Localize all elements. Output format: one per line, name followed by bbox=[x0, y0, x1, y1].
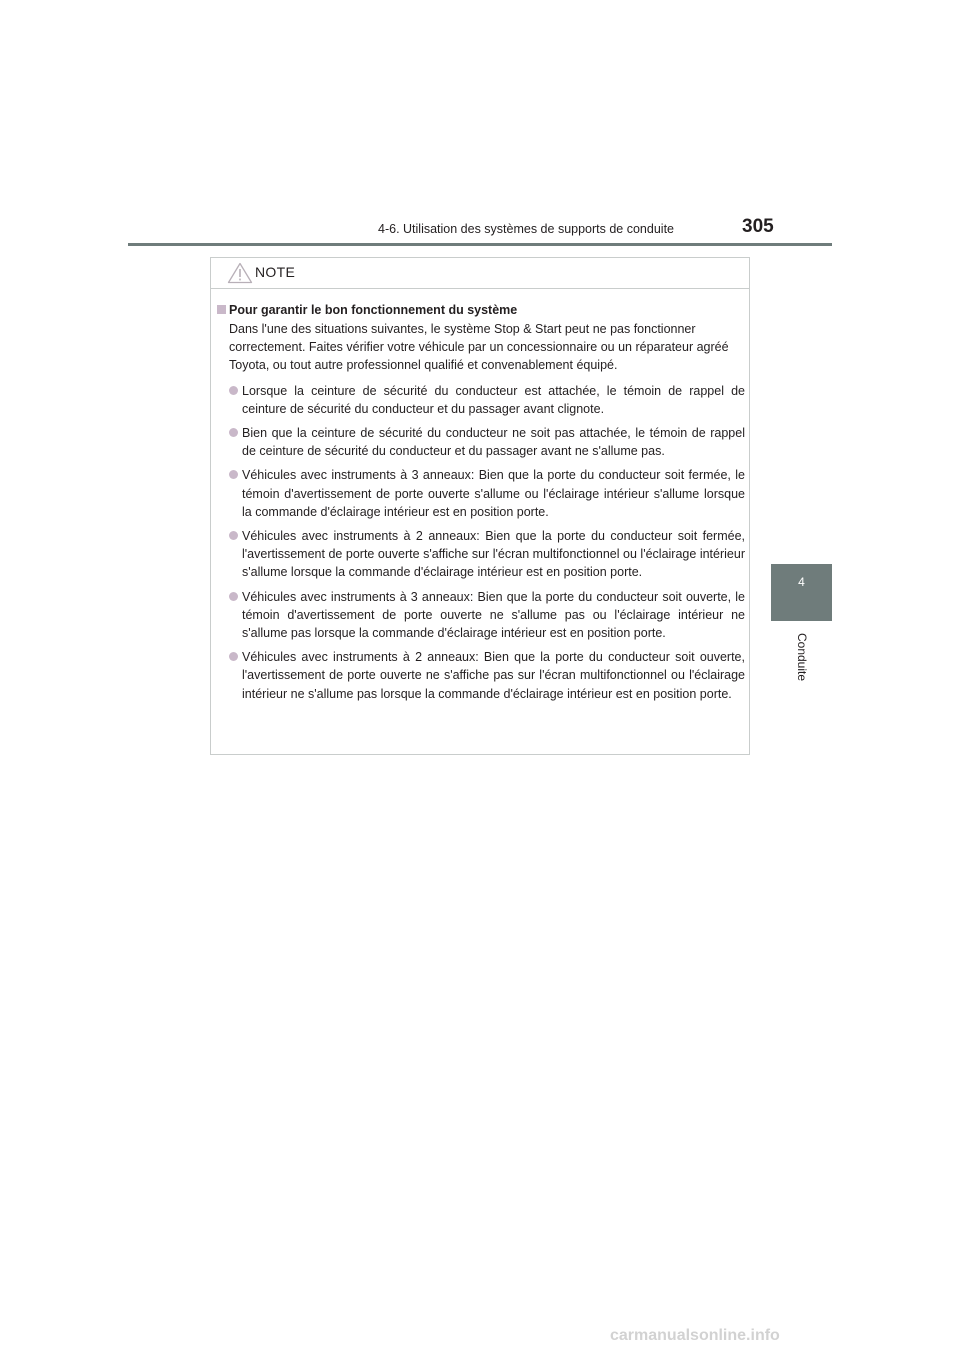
list-item bbox=[217, 466, 745, 521]
page-number: 305 bbox=[742, 216, 774, 237]
square-bullet-icon bbox=[217, 305, 226, 314]
list-item bbox=[217, 588, 745, 643]
warning-triangle-icon bbox=[227, 262, 253, 284]
intro-paragraph: Dans l'une des situations suivantes, le système Stop & Start peut ne pas fonctionner correctement. Faites vérifier votre véhicule par un concessionnaire ou un réparateur agréé Toyota, ou tout autre professionnel qualifié et convenablement équipé. bbox=[229, 322, 729, 373]
note-box bbox=[210, 257, 750, 755]
list-item-text: Véhicules avec instruments à 3 anneaux: Bien que la porte du conducteur soit fermée, le témoin d'avertissement de porte ouverte s'allume ou l'éclairage intérieur s'allume lorsque la commande d'éclairage intérieur est en position porte. bbox=[242, 468, 745, 519]
chapter-number: 4 bbox=[798, 575, 805, 589]
section-title: 4-6. Utilisation des systèmes de supports de conduite bbox=[378, 222, 674, 236]
list-item bbox=[217, 527, 745, 582]
circle-bullet-icon bbox=[229, 652, 238, 661]
circle-bullet-icon bbox=[229, 386, 238, 395]
chapter-tab bbox=[771, 564, 832, 621]
chapter-label-text: Conduite bbox=[794, 632, 809, 682]
list-item bbox=[217, 424, 745, 460]
watermark: carmanualsonline.info bbox=[610, 1327, 780, 1344]
circle-bullet-icon bbox=[229, 470, 238, 479]
section-heading bbox=[217, 301, 745, 319]
note-body bbox=[217, 301, 745, 709]
note-header bbox=[211, 258, 749, 289]
circle-bullet-icon bbox=[229, 531, 238, 540]
circle-bullet-icon bbox=[229, 428, 238, 437]
list-item-text: Véhicules avec instruments à 3 anneaux: Bien que la porte du conducteur soit ouverte, le témoin d'avertissement de porte ouverte ne s'allume pas ou l'éclairage intérieur ne s'allume pas lorsque la commande d'éclairage intérieur est en position porte. bbox=[242, 589, 745, 641]
chapter-label bbox=[777, 632, 827, 682]
list-item-text: Bien que la ceinture de sécurité du conducteur ne soit pas attachée, le témoin de rappel de ceinture de sécurité du conducteur et du passager avant ne s'allume pas. bbox=[242, 426, 745, 459]
condition-list bbox=[217, 382, 745, 703]
section-heading-text: Pour garantir le bon fonctionnement du système bbox=[229, 303, 518, 317]
list-item bbox=[217, 382, 745, 418]
list-item-text: Véhicules avec instruments à 2 anneaux: Bien que la porte du conducteur soit ouverte, l'avertissement de porte ouverte ne s'affiche pas sur l'écran multifonctionnel ou l'éclairage intérieur ne s'allume pas lorsque la commande d'éclairage intérieur est en position porte. bbox=[242, 650, 745, 701]
header-divider bbox=[128, 243, 832, 246]
list-item bbox=[217, 648, 745, 703]
circle-bullet-icon bbox=[229, 592, 238, 601]
list-item-text: Véhicules avec instruments à 2 anneaux: Bien que la porte du conducteur soit fermée, l'avertissement de porte ouverte s'affiche sur l'écran multifonctionnel ou l'éclairage intérieur s'allume lorsque la commande d'éclairage intérieur est en position porte. bbox=[242, 529, 745, 580]
note-title: NOTE bbox=[255, 264, 296, 280]
list-item-text: Lorsque la ceinture de sécurité du conducteur est attachée, le témoin de rappel de ceinture de sécurité du conducteur et du passager avant clignote. bbox=[242, 383, 745, 416]
